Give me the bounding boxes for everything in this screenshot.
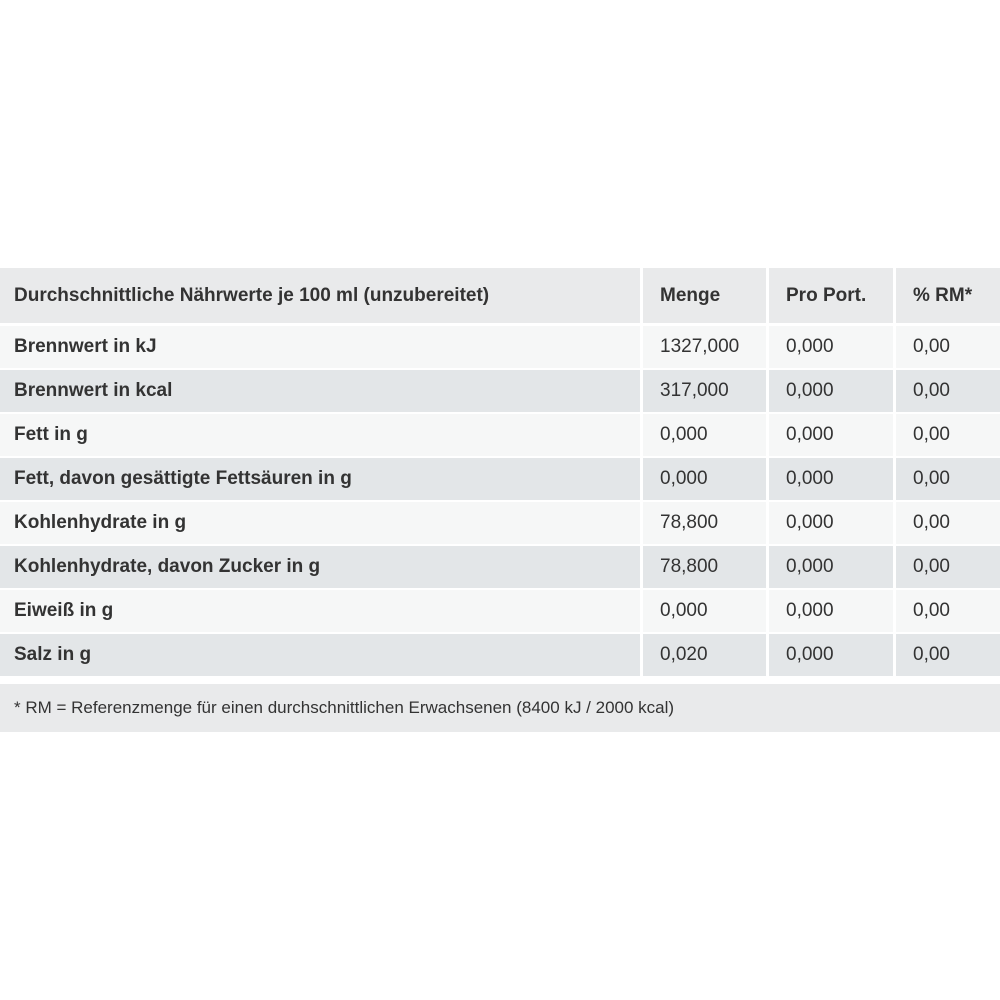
menge-value: 0,000 bbox=[643, 590, 769, 634]
portion-value: 0,000 bbox=[769, 370, 896, 414]
header-pro-portion: Pro Port. bbox=[769, 268, 896, 326]
rm-value: 0,00 bbox=[896, 370, 1000, 414]
table-row bbox=[0, 502, 1000, 546]
nutrient-name: Kohlenhydrate, davon Zucker in g bbox=[0, 546, 643, 590]
portion-value: 0,000 bbox=[769, 458, 896, 502]
portion-value: 0,000 bbox=[769, 634, 896, 678]
rm-value: 0,00 bbox=[896, 634, 1000, 678]
menge-value: 317,000 bbox=[643, 370, 769, 414]
table-row bbox=[0, 414, 1000, 458]
nutrient-name: Kohlenhydrate in g bbox=[0, 502, 643, 546]
portion-value: 0,000 bbox=[769, 414, 896, 458]
table-row bbox=[0, 370, 1000, 414]
table-row bbox=[0, 326, 1000, 370]
rm-value: 0,00 bbox=[896, 590, 1000, 634]
table-row bbox=[0, 546, 1000, 590]
nutrient-name: Brennwert in kcal bbox=[0, 370, 643, 414]
header-menge: Menge bbox=[643, 268, 769, 326]
table-row bbox=[0, 458, 1000, 502]
portion-value: 0,000 bbox=[769, 326, 896, 370]
menge-value: 78,800 bbox=[643, 546, 769, 590]
portion-value: 0,000 bbox=[769, 590, 896, 634]
nutrient-name: Fett in g bbox=[0, 414, 643, 458]
nutrient-name: Fett, davon gesättigte Fettsäuren in g bbox=[0, 458, 643, 502]
rm-value: 0,00 bbox=[896, 326, 1000, 370]
table-row bbox=[0, 590, 1000, 634]
menge-value: 78,800 bbox=[643, 502, 769, 546]
rm-value: 0,00 bbox=[896, 458, 1000, 502]
menge-value: 0,020 bbox=[643, 634, 769, 678]
nutrient-name: Eiweiß in g bbox=[0, 590, 643, 634]
rm-value: 0,00 bbox=[896, 414, 1000, 458]
table-header-row bbox=[0, 268, 1000, 326]
menge-value: 0,000 bbox=[643, 458, 769, 502]
menge-value: 0,000 bbox=[643, 414, 769, 458]
header-percent-rm: % RM* bbox=[896, 268, 1000, 326]
nutrition-table bbox=[0, 268, 1000, 678]
table-row bbox=[0, 634, 1000, 678]
nutrient-name: Brennwert in kJ bbox=[0, 326, 643, 370]
menge-value: 1327,000 bbox=[643, 326, 769, 370]
nutrient-name: Salz in g bbox=[0, 634, 643, 678]
rm-value: 0,00 bbox=[896, 546, 1000, 590]
header-nutrient: Durchschnittliche Nährwerte je 100 ml (unzubereitet) bbox=[0, 268, 643, 326]
portion-value: 0,000 bbox=[769, 502, 896, 546]
nutrition-facts-panel bbox=[0, 268, 1000, 732]
portion-value: 0,000 bbox=[769, 546, 896, 590]
reference-footnote: * RM = Referenzmenge für einen durchschnittlichen Erwachsenen (8400 kJ / 2000 kcal) bbox=[0, 684, 1000, 732]
rm-value: 0,00 bbox=[896, 502, 1000, 546]
